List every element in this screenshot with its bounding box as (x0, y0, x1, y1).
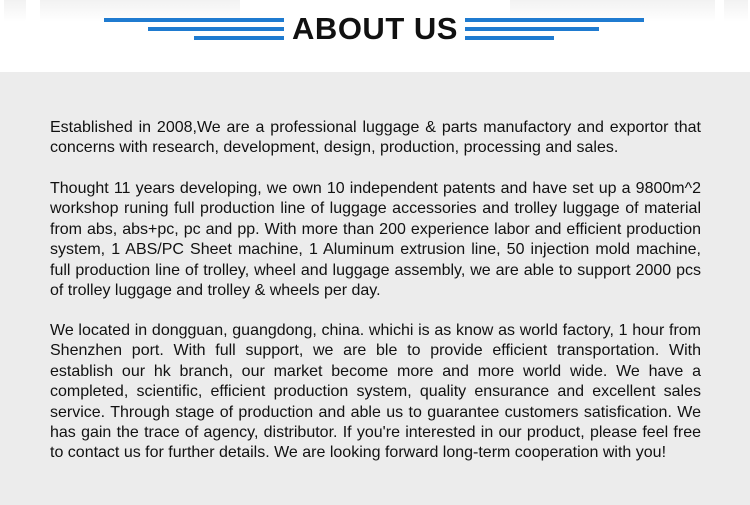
faded-thumbnail (724, 0, 748, 22)
about-content (0, 72, 750, 505)
title-decor-line (104, 18, 284, 22)
about-paragraph: Established in 2008,We are a professional luggage & parts manufactory and exportor that concerns with research, development, design, production, processing and sales. (50, 119, 701, 157)
faded-thumbnail (4, 0, 26, 22)
title-decor-line (465, 18, 644, 22)
title-decor-line (148, 27, 284, 31)
section-title: ABOUT US (292, 11, 458, 46)
about-paragraph: We located in dongguan, guangdong, china. whichi is as know as world factory, 1 hour from Shenzhen port. With full support, we are ble to provide efficient transportation. With establish our hk branch, our market become more and more world wide. We have a completed, scientific, efficient production system, quality ensurance and excellent sales service. Through stage of production and able us to guarantee customers satisfication. We has gain the trace of agency, distributor. If you're interested in our product, please feel free to contact us for further details. We are looking forward long-term cooperation with you! (50, 322, 701, 462)
about-paragraph: Thought 11 years developing, we own 10 independent patents and have set up a 9800m^2 workshop runing full production line of luggage accessories and trolley luggage of material from abs, abs+pc, pc and pp. With more than 200 experience labor and efficient production system, 1 ABS/PC Sheet machine, 1 Aluminum extrusion line, 50 injection mold machine, full production line of trolley, wheel and luggage assembly, we are able to support 2000 pcs of trolley luggage and trolley & wheels per day. (50, 180, 701, 300)
title-decor-line (465, 27, 599, 31)
header-band (0, 0, 750, 72)
title-decor-line (194, 36, 284, 40)
title-decor-line (465, 36, 554, 40)
